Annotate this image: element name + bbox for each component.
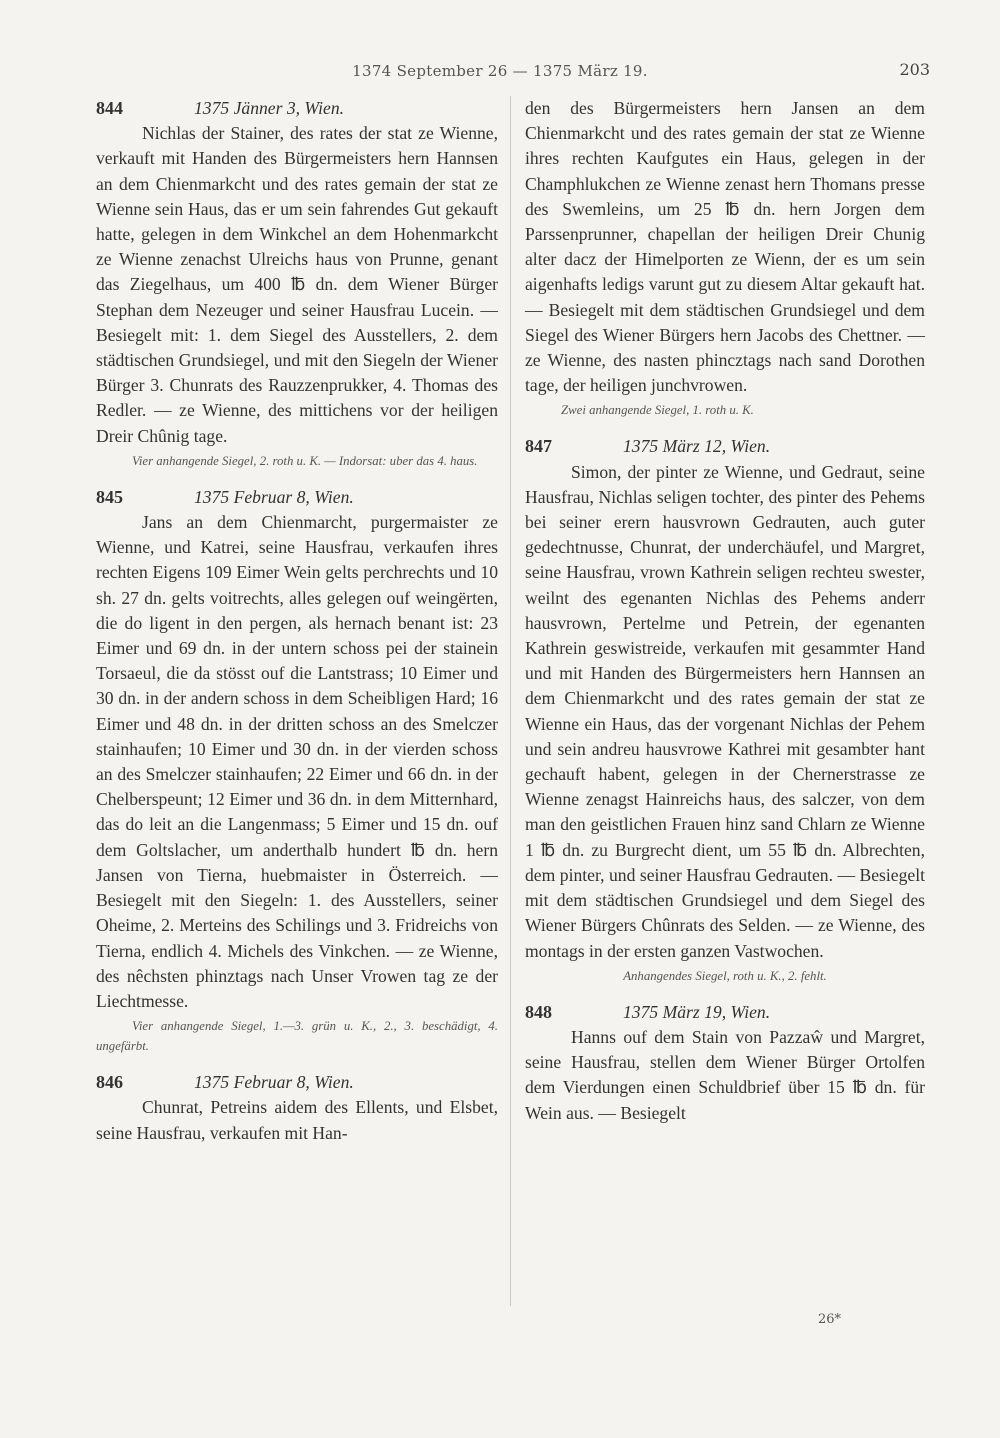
entry-header	[96, 1070, 498, 1095]
entry-844	[96, 96, 498, 471]
entry-number: 848	[525, 1001, 552, 1022]
entry-847	[525, 434, 925, 985]
entry-845	[96, 485, 498, 1056]
running-title: 1374 September 26 — 1375 März 19.	[352, 62, 648, 80]
entry-body: Hanns ouf dem Stain von Pazzaŵ und Margret, seine Hausfrau, stellen dem Wiener Bürger Ortolfen dem Vierdungen einen Schuldbrief über 15 ℔ dn. für Wein aus. — Besiegelt	[525, 1026, 925, 1123]
entry-header	[96, 96, 498, 121]
entry-header	[525, 1000, 925, 1025]
column-divider	[510, 96, 511, 1306]
entry-body: Nichlas der Stainer, des rates der stat ze Wienne, verkauft mit Handen des Bürgermeisters hern Hannsen an dem Chienmarkcht und des rates gemain der stat ze Wienne sein Haus, das er um sein fahrendes Gut gekauft hatte, gelegen in dem Winkchel an dem Hohenmarkcht ze Wienne zenachst Ulreichs haus von Prunne, genant das Ziegelhaus, um 400 ℔ dn. dem Wiener Bürger Stephan dem Nezeuger und seiner Hausfrau Lucein. — Besiegelt mit: 1. dem Siegel des Ausstellers, 2. dem städtischen Grundsiegel, und mit den Siegeln der Wiener Bürger 3. Chunrats des Rauzzenprukker, 4. Thomas des Redler. — ze Wienne, des mittichens vor der heiligen Dreir Chûnig tage.	[96, 123, 498, 446]
entry-header	[96, 485, 498, 510]
entry-body: Chunrat, Petreins aidem des Ellents, und Elsbet, seine Hausfrau, verkaufen mit Han-	[96, 1097, 498, 1143]
entry-846	[96, 1070, 498, 1146]
entry-note: Anhangendes Siegel, roth u. K., 2. fehlt.	[623, 968, 827, 983]
entry-number: 845	[96, 486, 123, 507]
entry-number: 847	[525, 436, 552, 457]
entry-body: Jans an dem Chienmarcht, purgermaister ze Wienne, und Katrei, seine Hausfrau, verkaufen ihres rechten Eigens 109 Eimer Wein gelts perchrechts und 10 sh. 27 dn. gelts voitrechts, alles gelegen ouf weingërten, die do ligent in den pergen, als hernach benant ist: 23 Eimer und 69 dn. in der untern schoss pei der stainein Torsaeul, die da stösst ouf die Lantstrass; 10 Eimer und 30 dn. in der andern schoss in dem Scheibligen Hard; 16 Eimer und 48 dn. in der dritten schoss an des Smelczer stainhaufen; 10 Eimer und 30 dn. in der vierden schoss an des Smelczer stainhaufen; 22 Eimer und 66 dn. in der Chelberspeunt; 12 Eimer und 36 dn. in dem Mitternhard, das do leit an die Langenmass; 5 Eimer und 15 dn. ouf dem Goltslacher, um anderthalb hundert ℔ dn. hern Jansen von Tierna, huebmaister in Österreich. — Besiegelt mit den Siegeln: 1. des Ausstellers, seiner Oheime, 2. Merteins des Schilings und 3. Fridreichs von Tierna, endlich 4. Michels des Vinkchen. — ze Wienne, des nêchsten phinztags nach Unser Vrowen tag ze der Liechtmesse.	[96, 512, 498, 1011]
left-column	[96, 96, 498, 1146]
entry-date: 1375 März 19, Wien.	[623, 1001, 771, 1022]
entry-number: 844	[96, 98, 123, 118]
entry-note: Zwei anhangende Siegel, 1. roth u. K.	[561, 403, 754, 418]
signature-mark: 26*	[818, 1312, 842, 1327]
entry-848	[525, 1000, 925, 1126]
entry-number: 846	[96, 1072, 123, 1093]
entry-date: 1375 Jänner 3, Wien.	[194, 98, 345, 118]
entry-note: Vier anhangende Siegel, 2. roth u. K. — Indorsat: uber das 4. haus.	[132, 453, 478, 468]
entry-header	[525, 434, 925, 459]
page-number: 203	[899, 60, 930, 79]
entry-body: den des Bürgermeisters hern Jansen an dem Chienmarkcht und des rates gemain der stat ze Wienne ihres rechten Kaufgutes ein Haus, gelegen in der Champhlukchen ze Wienne zenast hern Thomans presse des Swemleins, um 25 ℔ dn. hern Jorgen dem Parssenprunner, chapellan der heiligen Dreir Chunig alter dacz der Himelporten ze Wienn, der es um sein aigenhafts ledigs varunt gut zu diesem Altar gekauft hat. — Besiegelt mit dem städtischen Grundsiegel und dem Siegel des Wiener Bürgers hern Jacobs des Chettner. — ze Wienne, des nasten phincztags nach sand Dorothen tage, der heiligen junchvrowen.	[525, 98, 925, 396]
entry-body: Simon, der pinter ze Wienne, und Gedraut, seine Hausfrau, Nichlas seligen tochter, des pinter des Pehems bei seiner erern hausvrown Gedrauten, auch guter gedechtnusse, Chunrat, der underchäufel, und Margret, seine Hausfrau, vrown Kathrein seligen rechteu swester, weilnt des egenanten Nichlas des Pehems anderr hausvrown, Pertelme und Petrein, der egenanten Kathrein geswistreide, verkaufen mit gesammter Hand und mit Handen des Bürgermeisters hern Hannsen an dem Chienmarkcht und des rates gemain der stat ze Wienne ein Haus, das der vorgenant Nichlas der Pehem und sein andreu hausvrowe Kathrei mit gesambter hant gechauft habent, gelegen in der Chernerstrasse ze Wienne zenagst Hainreichs haus, des salczer, von dem man den geistlichen Frauen hinz sand Chlarn ze Wienne 1 ℔ dn. zu Burgrecht dient, um 55 ℔ dn. Albrechten, dem pinter, und seiner Hausfrau Gedrauten. — Besiegelt mit dem städtischen Grundsiegel und dem Siegel des Wiener Bürgers Chûnrats des Selden. — ze Wienne, des montags in der ersten ganzen Vastwochen.	[525, 461, 925, 961]
entry-date: 1375 Februar 8, Wien.	[194, 486, 354, 507]
entry-note: Vier anhangende Siegel, 1.—3. grün u. K., 2., 3. beschädigt, 4. ungefärbt.	[96, 1019, 498, 1054]
entry-date: 1375 Februar 8, Wien.	[194, 1072, 354, 1093]
entry-846-continued	[525, 96, 925, 420]
right-column	[525, 96, 925, 1126]
entry-date: 1375 März 12, Wien.	[623, 436, 771, 457]
